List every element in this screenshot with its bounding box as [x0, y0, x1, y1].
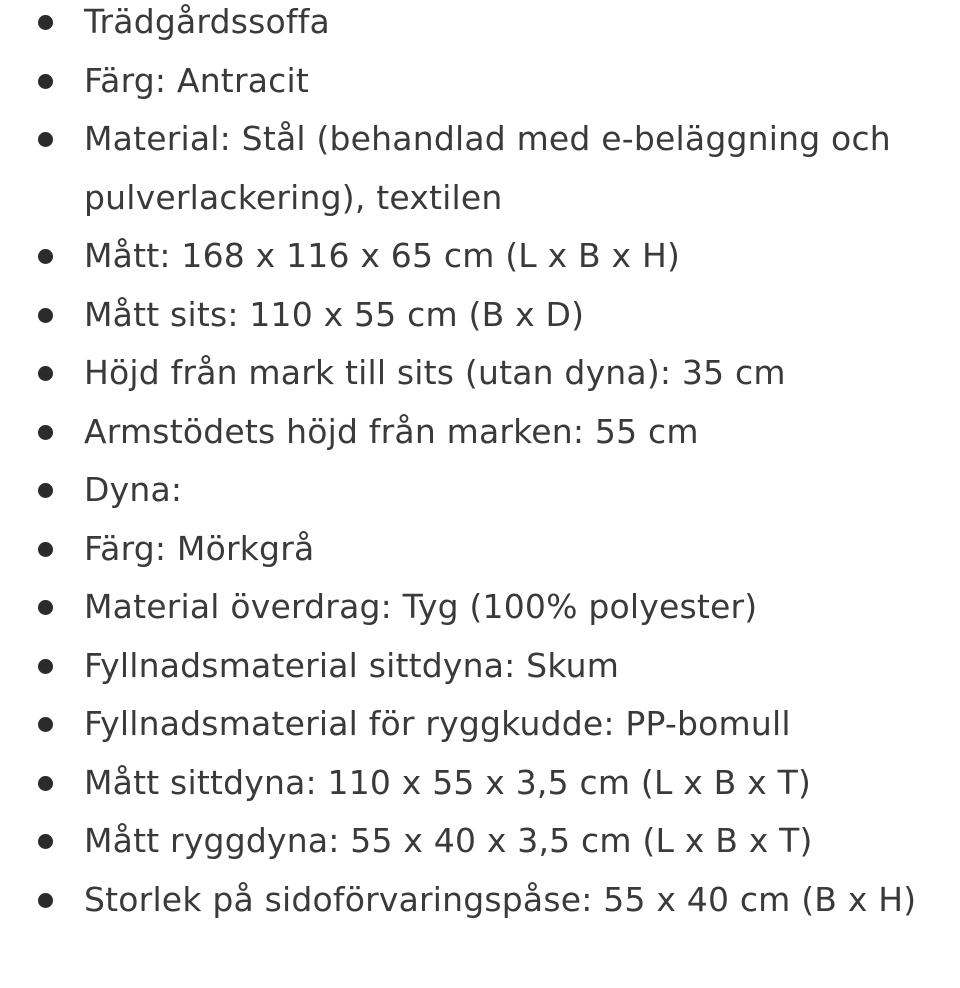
list-item: [0, 110, 960, 227]
list-item: [0, 52, 960, 111]
list-item-text: Material överdrag: Tyg (100% polyester): [84, 587, 758, 626]
bullet-icon: [38, 132, 53, 147]
list-item: [0, 344, 960, 403]
bullet-icon: [38, 717, 53, 732]
list-item: [0, 403, 960, 462]
bullet-icon: [38, 776, 53, 791]
list-item: [0, 637, 960, 696]
bullet-icon: [38, 483, 53, 498]
list-item-text: Mått sittdyna: 110 x 55 x 3,5 cm (L x B x T): [84, 762, 812, 802]
list-item: [0, 695, 960, 754]
list-item: [0, 812, 960, 871]
list-item: [0, 461, 960, 520]
bullet-icon: [38, 542, 53, 557]
list-item: [0, 578, 960, 637]
list-item-text: Färg: Antracit: [84, 60, 309, 100]
list-item: [0, 754, 960, 813]
bullet-icon: [38, 425, 53, 440]
bullet-icon: [38, 893, 53, 908]
list-item-text: Trädgårdssoffa: [84, 2, 330, 41]
bullet-icon: [38, 249, 53, 264]
list-item-text: Mått: 168 x 116 x 65 cm (L x B x H): [84, 236, 681, 275]
list-item: [0, 0, 960, 52]
list-item: [0, 227, 960, 286]
list-item-text: Dyna:: [84, 470, 183, 509]
bullet-icon: [38, 15, 53, 30]
list-item-text: Storlek på sidoförvaringspåse: 55 x 40 cm (B x H): [84, 879, 917, 919]
bullet-icon: [38, 74, 53, 89]
bullet-icon: [38, 366, 53, 381]
list-item-text: Fyllnadsmaterial sittdyna: Skum: [84, 645, 620, 685]
list-item: [0, 871, 960, 930]
bullet-icon: [38, 659, 53, 674]
list-item-text: Mått ryggdyna: 55 x 40 x 3,5 cm (L x B x T): [84, 821, 813, 860]
list-item-text: Material: Stål (behandlad med e-beläggning och pulverlackering), textilen: [84, 119, 891, 217]
list-item: [0, 286, 960, 345]
list-item-text: Fyllnadsmaterial för ryggkudde: PP-bomull: [84, 704, 791, 743]
bullet-icon: [38, 834, 53, 849]
list-item-text: Färg: Mörkgrå: [84, 528, 315, 568]
list-item-text: Mått sits: 110 x 55 cm (B x D): [84, 294, 585, 334]
list-item: [0, 520, 960, 579]
bullet-icon: [38, 600, 53, 615]
list-item-text: Armstödets höjd från marken: 55 cm: [84, 411, 699, 451]
bullet-icon: [38, 308, 53, 323]
list-item-text: Höjd från mark till sits (utan dyna): 35 cm: [84, 353, 786, 392]
